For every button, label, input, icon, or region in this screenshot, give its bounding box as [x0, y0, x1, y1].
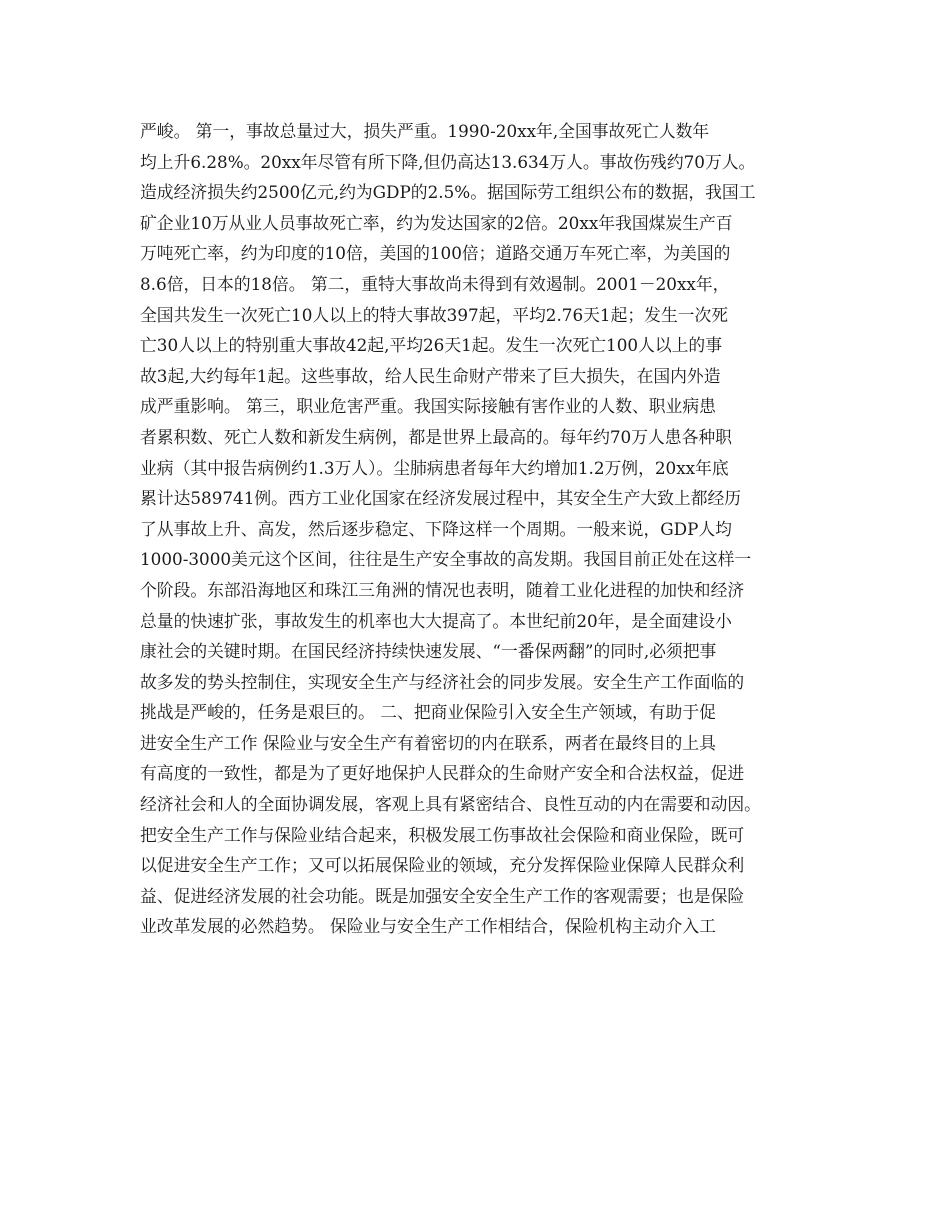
text-line: 业改革发展的必然趋势。 保险业与安全生产工作相结合，保险机构主动介入工: [140, 916, 716, 937]
text-line: 有高度的一致性，都是为了更好地保护人民群众的生命财产安全和合法权益，促进: [140, 763, 745, 784]
text-line: 成严重影响。 第三，职业危害严重。我国实际接触有害作业的人数、职业病患: [140, 396, 716, 417]
text-line: 全国共发生一次死亡10人以上的特大事故397起，平均2.76天1起；发生一次死: [140, 304, 729, 325]
text-line: 8.6倍，日本的18倍。 第二，重特大事故尚未得到有效遏制。2001－20xx年，: [140, 273, 730, 294]
body-text: [140, 116, 820, 942]
text-line: 1000-3000美元这个区间，往往是生产安全事故的高发期。我国目前正处在这样一: [140, 549, 752, 570]
text-line: 康社会的关键时期。在国民经济持续快速发展、“一番保两翻”的同时,必须把事: [140, 641, 717, 662]
text-line: 造成经济损失约2500亿元,约为GDP的2.5%。据国际劳工组织公布的数据，我国工: [140, 182, 756, 203]
text-line: 业病（其中报告病例约1.3万人）。尘肺病患者每年大约增加1.2万例，20xx年底: [140, 457, 729, 478]
text-line: 均上升6.28%。20xx年尽管有所下降,但仍高达13.634万人。事故伤残约70万人。: [140, 151, 756, 172]
text-line: 故3起,大约每年1起。这些事故，给人民生命财产带来了巨大损失，在国内外造: [140, 365, 721, 386]
text-line: 矿企业10万从业人员事故死亡率，约为发达国家的2倍。20xx年我国煤炭生产百: [140, 212, 733, 233]
text-line: 把安全生产工作与保险业结合起来，积极发展工伤事故社会保险和商业保险，既可: [140, 824, 745, 845]
text-line: 个阶段。东部沿海地区和珠江三角洲的情况也表明，随着工业化进程的加快和经济: [140, 579, 745, 600]
text-line: 严峻。 第一，事故总量过大，损失严重。1990-20xx年,全国事故死亡人数年: [140, 121, 710, 141]
text-line: 总量的快速扩张，事故发生的机率也大大提高了。本世纪前20年，是全面建设小: [140, 610, 732, 631]
text-line: 故多发的势头控制住，实现安全生产与经济社会的同步发展。安全生产工作面临的: [140, 671, 745, 692]
text-line: 经济社会和人的全面协调发展，客观上具有紧密结合、良性互动的内在需要和动因。: [140, 794, 761, 815]
text-line: 了从事故上升、高发，然后逐步稳定、下降这样一个周期。一般来说，GDP人均: [140, 518, 732, 539]
text-line: 益、促进经济发展的社会功能。既是加强安全安全生产工作的客观需要；也是保险: [140, 885, 745, 906]
text-line: 进安全生产工作 保险业与安全生产有着密切的内在联系，两者在最终目的上具: [140, 732, 716, 753]
text-line: 万吨死亡率，约为印度的10倍，美国的100倍；道路交通万车死亡率，为美国的: [140, 243, 731, 264]
text-line: 者累积数、死亡人数和新发生病例，都是世界上最高的。每年约70万人患各种职: [140, 426, 732, 447]
text-line: 亡30人以上的特别重大事故42起,平均26天1起。发生一次死亡100人以上的事: [140, 335, 722, 356]
text-line: 以促进安全生产工作；又可以拓展保险业的领域，充分发挥保险业保障人民群众利: [140, 855, 745, 876]
text-line: 挑战是严峻的，任务是艰巨的。 二、把商业保险引入安全生产领域，有助于促: [140, 702, 716, 723]
text-line: 累计达589741例。西方工业化国家在经济发展过程中，其安全生产大致上都经历: [140, 488, 742, 509]
